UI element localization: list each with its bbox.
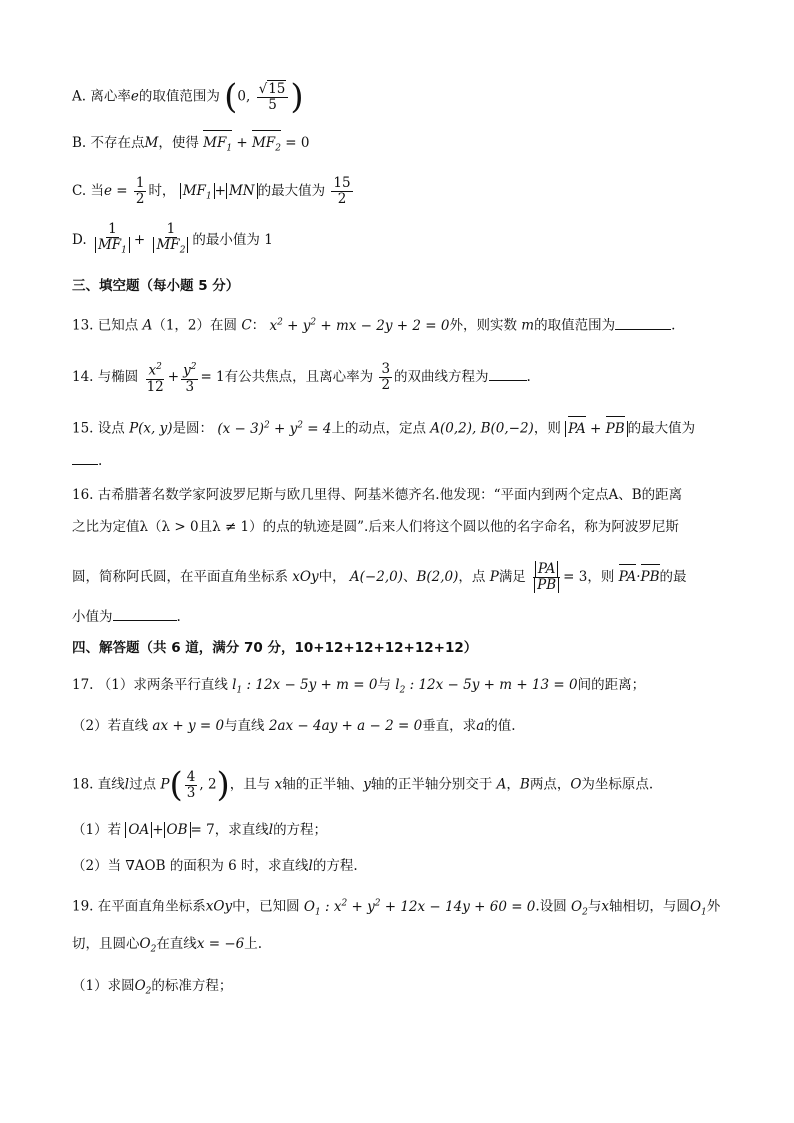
q18-point-p: P xyxy=(160,776,170,793)
q13-text1: 已知点 xyxy=(97,317,139,334)
option-b-text: 不存在点 xyxy=(90,135,145,151)
q18-l: l xyxy=(124,776,130,793)
var-e: e xyxy=(130,88,139,105)
q19-x: x xyxy=(601,898,609,915)
option-c-text: 当 xyxy=(90,183,104,199)
q17-var-a: a xyxy=(476,718,485,734)
q13-tail: . xyxy=(671,317,676,334)
option-a xyxy=(72,77,724,117)
q14-text1: 与椭圆 xyxy=(97,368,139,385)
q16-line3g: 的最 xyxy=(659,569,687,585)
q18-frac-4-3: $\frac{4}{3}$ xyxy=(186,768,196,801)
q15-text4: ，则 xyxy=(533,420,561,437)
half-den: 2 xyxy=(135,191,145,207)
question-16-line2: 之比为定值λ（λ > 0且λ ≠ 1）的点的轨迹是圆”.后来人们将这个圆以他的名字命名，称为阿波罗尼斯 xyxy=(72,519,679,535)
option-a-text: 离心率 xyxy=(90,88,131,105)
question-19 xyxy=(72,893,724,922)
q18-text1: 直线 xyxy=(97,776,125,793)
option-d-label: D. xyxy=(72,231,87,248)
option-b: B. 不存在点M，使得 $MF_1 + MF_2 = 0$ xyxy=(72,133,724,159)
q17-line-l2: $l_2$ : 12x − 5y + m + 13 = 0 xyxy=(395,677,578,696)
q16-point-p: P xyxy=(489,569,499,585)
q18-abs-oa: OA xyxy=(125,822,152,838)
frac-num: 15 xyxy=(268,80,286,97)
q19-text3: .设圆 xyxy=(535,898,567,915)
q19-p1b: 的标准方程； xyxy=(151,978,233,994)
q14-blank[interactable] xyxy=(489,366,527,381)
question-16-line4 xyxy=(72,606,724,627)
q17-p1: （1）求两条平行直线 xyxy=(97,677,228,693)
q18-abs-ob: OB xyxy=(164,822,191,838)
section-3-title: 三、填空题（每小题 5 分） xyxy=(72,278,240,294)
zero: 0, xyxy=(237,88,251,105)
question-18: 18. 直线l过点 P( $\frac{4}{3}$ , 2)，且与 x轴的正半轴、y轴的正半轴分别交于 A，B两点，O为坐标原点. xyxy=(72,765,654,805)
option-c: C. 当e = $\frac{1}{2}$ 时， $MF_1$ + MN 的最大值为 $\frac{15}{2}$ xyxy=(72,175,351,207)
q19-o2c: $O_2$ xyxy=(134,978,152,997)
question-16-line3 xyxy=(72,562,724,593)
q19-line2c: 上. xyxy=(244,936,263,952)
option-b-label: B. xyxy=(72,135,87,151)
q19-text2: 中，已知圆 xyxy=(232,898,300,915)
q13-num: 13. xyxy=(72,317,94,334)
paren-right: ) xyxy=(290,77,304,117)
q16-line3b: 中， xyxy=(318,569,346,585)
q14-frac-x2-12: $\frac{x^2}{12}$ xyxy=(146,362,164,395)
d-num2: 1 xyxy=(166,221,176,237)
q17-p1c: 间的距离； xyxy=(577,677,646,693)
q18-p1: （1）若 xyxy=(72,822,122,838)
q18-l2: l xyxy=(268,822,274,838)
q13-blank[interactable] xyxy=(615,315,671,330)
option-d-val: 1 xyxy=(264,231,273,248)
q13-text3: 的取值范围为 xyxy=(534,317,616,334)
paren-left: ( xyxy=(224,77,238,117)
q18-p1b: = 7，求直线 xyxy=(190,822,269,838)
question-19-line2 xyxy=(72,934,724,960)
q13-var: m xyxy=(521,317,535,334)
q19-o2b: $O_2$ xyxy=(139,936,157,955)
frac-den: 5 xyxy=(268,96,277,113)
q14-num: 14. xyxy=(72,368,94,385)
q18-text2: 过点 xyxy=(129,776,157,793)
q18-x: x xyxy=(274,776,283,793)
vector-mf1: $MF_1$ xyxy=(203,133,232,159)
q17-line1: ax + y = 0 xyxy=(152,718,225,734)
option-d-text: 的最小值为 xyxy=(192,231,260,248)
question-16-line1 xyxy=(72,485,724,505)
fraction-1-mf1: $\frac{1}{MF_1}$ xyxy=(93,222,132,259)
q16-line3c: 、 xyxy=(402,569,417,585)
q14-text2: 有公共焦点，且离心率为 xyxy=(224,368,374,385)
q13-point: A xyxy=(142,317,153,334)
q19-text4: 与 xyxy=(587,898,602,915)
option-c-label: C. xyxy=(72,183,87,199)
q15-text1: 设点 xyxy=(97,420,125,437)
q16-line1: 古希腊著名数学家阿波罗尼斯与欧几里得、阿基米德齐名.他发现：“平面内到两个定点A、B的距离 xyxy=(97,487,683,503)
q19-circle-o1: $O_1$ : $x^2 + y^2 + 12x - 14y + 60 = 0$ xyxy=(303,898,536,918)
q15-text2: 是圆： xyxy=(172,420,214,437)
q15-text5: 的最大值为 xyxy=(627,420,696,437)
option-a-label: A. xyxy=(72,88,87,105)
vector-mf2: $MF_2$ xyxy=(252,133,281,159)
option-b-text2: ，使得 xyxy=(158,135,199,151)
q15-circle-eq: $(x - 3)^2 + y^2 = 4$ xyxy=(217,420,332,437)
q16-dot-product: PA·PB xyxy=(618,569,660,585)
q19-line2a: 切，且圆心 xyxy=(72,936,140,952)
abs-mn: MN xyxy=(226,183,258,199)
q16-line3d: ，点 xyxy=(458,569,486,585)
q16-point-b: B(2,0) xyxy=(416,569,459,585)
q18-text7: 为坐标原点. xyxy=(581,776,654,793)
q18-p2: （2）当 ∇AOB 的面积为 6 时，求直线 xyxy=(72,858,309,874)
q19-line2b: 在直线 xyxy=(156,936,197,952)
q19-xoy: xOy xyxy=(205,898,233,915)
q18-text4: 轴的正半轴、 xyxy=(282,776,364,793)
question-17-part2 xyxy=(72,716,724,736)
q15-vector-sum: PA + PB xyxy=(565,421,628,437)
q18-text5: 轴的正半轴分别交于 xyxy=(370,776,493,793)
question-17-part1 xyxy=(72,675,724,701)
question-19-part1 xyxy=(72,976,724,1002)
fraction-half xyxy=(134,176,147,207)
q13-text2: 外，则实数 xyxy=(449,317,517,334)
q18-p1c: 的方程； xyxy=(273,822,328,838)
q16-xoy: xOy xyxy=(292,569,319,585)
q19-o2: $O_2$ xyxy=(571,898,588,918)
q14-frac-y2-3: $\frac{y^2}{3}$ xyxy=(183,362,197,395)
q16-line3f: = 3，则 xyxy=(563,569,615,585)
question-15 xyxy=(72,415,724,439)
q17-p2d: 的值. xyxy=(484,718,516,734)
q15-point-p: P(x, y) xyxy=(129,420,173,437)
q19-p1: （1）求圆 xyxy=(72,978,135,994)
q18-y: y xyxy=(363,776,371,793)
q16-frac-pa-pb: $\frac{PA}{PB}$ xyxy=(532,562,561,593)
q19-text5: 轴相切，与圆 xyxy=(608,898,690,915)
q19-o1b: $O_1$ xyxy=(689,898,707,918)
q15-text3: 上的动点，定点 xyxy=(331,420,426,437)
q15-num: 15. xyxy=(72,420,94,437)
question-18-part2 xyxy=(72,856,724,876)
question-14: 14. 与椭圆 $\frac{x^2}{12}$ + $\frac{y^2}{3}$ = 1有公共焦点，且离心率为 $\frac{3}{2}$ 的双曲线方程为 . xyxy=(72,360,531,395)
q16-tail: . xyxy=(176,609,181,625)
eq-zero: = 0 xyxy=(285,135,310,151)
q18-text6: 两点， xyxy=(529,776,571,793)
half-num: 1 xyxy=(135,175,145,191)
q17-num: 17. xyxy=(72,677,94,693)
fraction-15-2 xyxy=(331,176,352,207)
q14-text3: 的双曲线方程为 xyxy=(394,368,489,385)
max-num: 15 xyxy=(333,175,351,191)
q14-frac-3-2: $\frac{3}{2}$ xyxy=(381,360,391,393)
q17-p1b: 与 xyxy=(377,677,391,693)
section-4-title: 四、解答题（共 6 道，满分 70 分，10+12+12+12+12+12） xyxy=(72,640,478,656)
q19-text1: 在平面直角坐标系 xyxy=(97,898,206,915)
q16-line3a: 圆，简称阿氏圆，在平面直角坐标系 xyxy=(72,569,288,585)
option-c-text3: 的最大值为 xyxy=(257,183,326,199)
q18-l3: l xyxy=(308,858,313,874)
d-num1: 1 xyxy=(108,221,117,237)
var-e2: e xyxy=(103,183,112,199)
fraction-1-mf2: $\frac{1}{MF_2}$ xyxy=(151,222,190,259)
var-m: M xyxy=(144,135,159,151)
option-a-text2: 的取值范围为 xyxy=(138,88,220,105)
q17-p2b: 与直线 xyxy=(224,718,265,734)
q17-line-l1: $l_1$ : 12x − 5y + m = 0 xyxy=(232,677,378,696)
q15-tail: . xyxy=(98,453,103,469)
q15-points: A(0,2), B(0,−2) xyxy=(430,420,534,437)
q18-ab: A xyxy=(496,776,507,793)
q17-line2: 2ax − 4ay + a − 2 = 0 xyxy=(268,718,423,734)
question-15-cont xyxy=(72,450,724,471)
q19-num: 19. xyxy=(72,898,94,915)
q16-point-a: A(−2,0) xyxy=(349,569,403,585)
q18-o: O xyxy=(570,776,582,793)
fraction-sqrt15-5: $\frac{√15}{5}$ xyxy=(257,82,289,113)
q19-line-x: x = −6 xyxy=(196,936,245,952)
q16-blank[interactable] xyxy=(113,606,177,621)
option-c-text2: 时， xyxy=(148,183,176,199)
abs-mf1: $MF_1$ xyxy=(180,183,215,199)
q16-num: 16. xyxy=(72,487,94,503)
question-18-part1: （1）若 OA + OB = 7，求直线l的方程； xyxy=(72,822,328,838)
q18-text3: ，且与 xyxy=(229,776,271,793)
q18-p2b: 的方程. xyxy=(312,858,358,874)
question-13: 13. 已知点 A（1，2）在圆 C： $x^2 + y^2$ + mx − 2y + 2 = 0外，则实数 m的取值范围为 . xyxy=(72,312,724,336)
q13-equation: $x^2 + y^2$ + mx − 2y + 2 = 0 xyxy=(269,317,450,334)
q17-p2: （2）若直线 xyxy=(72,718,149,734)
q14-tail: . xyxy=(526,368,531,385)
q15-blank[interactable] xyxy=(72,450,98,465)
q16-line3e: 满足 xyxy=(498,569,526,585)
q17-p2c: 垂直，求 xyxy=(422,718,477,734)
q16-line4: 小值为 xyxy=(72,609,113,625)
q19-text6: 外 xyxy=(706,898,721,915)
max-den: 2 xyxy=(337,191,347,207)
option-d: D. $\frac{1}{MF_1}$ + $\frac{1}{MF_2}$ 的最小值为 1 xyxy=(72,222,724,259)
q18-num: 18. xyxy=(72,776,94,793)
